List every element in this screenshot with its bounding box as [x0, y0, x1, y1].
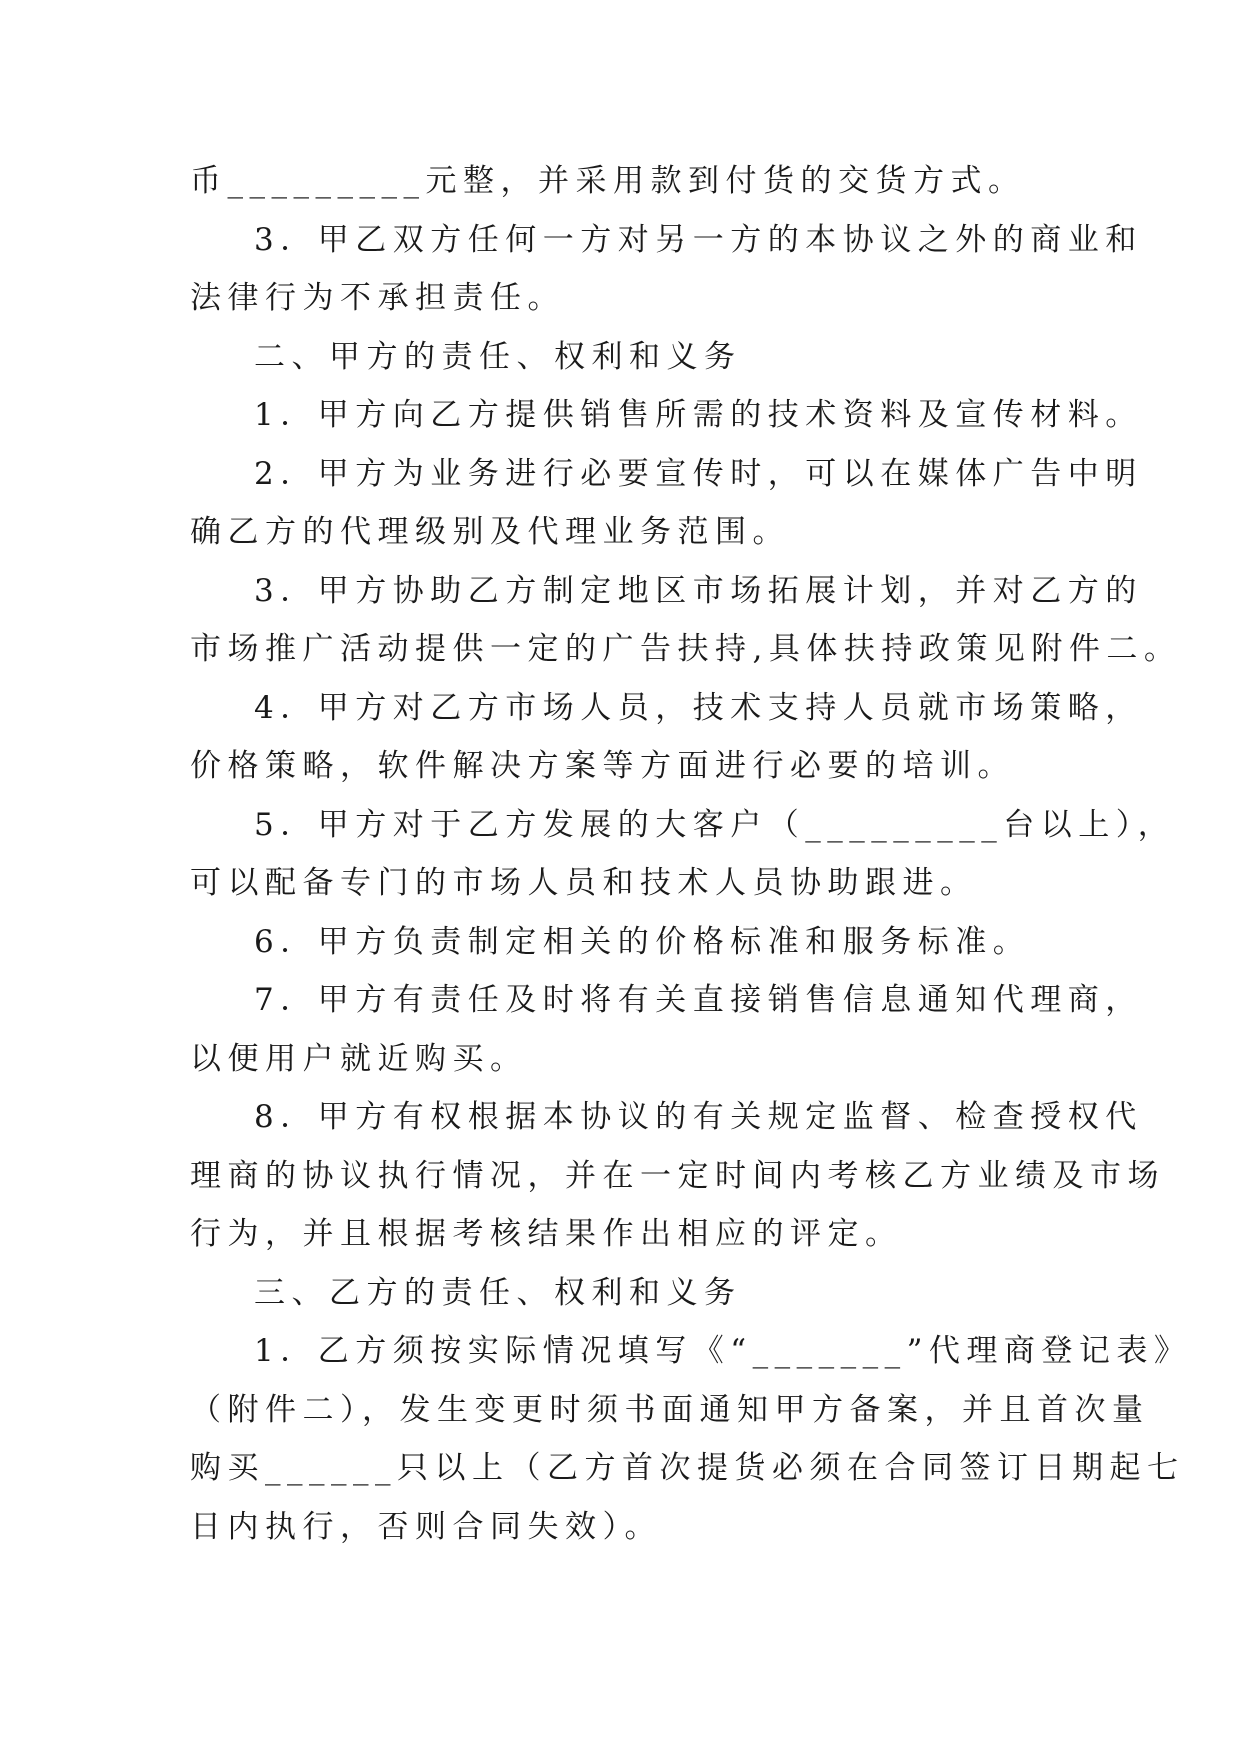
text-line: 确乙方的代理级别及代理业务范围。 — [190, 514, 790, 550]
text-line: 1．甲方向乙方提供销售所需的技术资料及宣传材料。 — [254, 397, 1143, 433]
text-line: 2．甲方为业务进行必要宣传时，可以在媒体广告中明 — [254, 455, 1143, 492]
text-line: 3．甲方协助乙方制定地区市场拓展计划，并对乙方的 — [254, 572, 1143, 609]
text-line: 日内执行，否则合同失效）。 — [190, 1508, 662, 1545]
text-line: 币_________元整，并采用款到付货的交货方式。 — [190, 163, 1026, 199]
text-line: 价格策略，软件解决方案等方面进行必要的培训。 — [190, 748, 1015, 784]
text-line: （附件二），发生变更时须书面通知甲方备案，并且首次量 — [190, 1391, 1150, 1428]
text-line: 6．甲方负责制定相关的价格标准和服务标准。 — [254, 923, 1031, 960]
text-line: 7．甲方有责任及时将有关直接销售信息通知代理商， — [254, 982, 1143, 1018]
section-heading: 三、乙方的责任、权利和义务 — [254, 1274, 742, 1311]
text-line: 以便用户就近购买。 — [190, 1040, 528, 1077]
text-line: 市场推广活动提供一定的广告扶持,具体扶持政策见附件二。 — [190, 631, 1182, 667]
document-body — [190, 152, 1192, 1556]
section-heading: 二、甲方的责任、权利和义务 — [254, 338, 742, 375]
text-line: 行为，并且根据考核结果作出相应的评定。 — [190, 1216, 903, 1252]
text-line: 可以配备专门的市场人员和技术人员协助跟进。 — [190, 865, 978, 901]
text-line: 购买______只以上（乙方首次提货必须在合同签订日期起七 — [190, 1450, 1185, 1486]
text-line: 1．乙方须按实际情况填写《“_______”代理商登记表》 — [254, 1333, 1192, 1369]
text-line: 4．甲方对乙方市场人员，技术支持人员就市场策略， — [254, 689, 1143, 726]
text-line: 5．甲方对于乙方发展的大客户（_________台以上）， — [254, 806, 1176, 843]
text-line: 理商的协议执行情况，并在一定时间内考核乙方业绩及市场 — [190, 1157, 1165, 1194]
text-line: 法律行为不承担责任。 — [190, 280, 565, 316]
text-line: 3．甲乙双方任何一方对另一方的本协议之外的商业和 — [254, 221, 1143, 258]
text-line: 8．甲方有权根据本协议的有关规定监督、检查授权代 — [254, 1099, 1143, 1135]
